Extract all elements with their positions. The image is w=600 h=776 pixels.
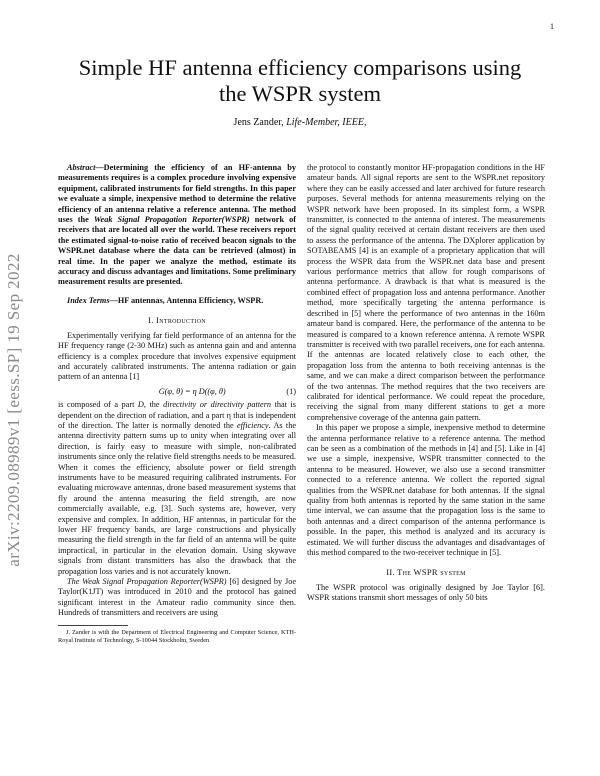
abstract <box>58 163 296 288</box>
index-terms-text: —HF antennas, Antenna Efficiency, WSPR. <box>109 295 264 305</box>
intro-p3-rest: [6] designed by Joe Taylor(K1JT) was introduced in 2010 and the protocol has gained significant interest in the Amateur radio community since then. Hundreds of transmitters and receivers are using <box>58 577 296 618</box>
arxiv-stamp: arXiv:2209.08989v1 [eess.SP] 19 Sep 2022 <box>4 253 23 567</box>
intro-paragraph-1: Experimentally verifying far field performance of an antenna for the HF frequency range (2-30 MHz) such as antenna gain and and antenna efficiency is a complex procedure that involves expensive equipment and accurately calibrated instruments. The antenna radiation or gain pattern of an antenna [1] <box>58 330 296 382</box>
left-column <box>58 163 296 645</box>
author-name: Jens Zander, <box>233 117 287 128</box>
page-number: 1 <box>550 22 554 31</box>
intro-p2-efficiency: efficiency <box>236 420 269 430</box>
author-line <box>60 117 540 128</box>
intro-p2-part-c: that is dependent on the direction of radiation, and a part η that is independent of the direction. The latter is normally denoted the <box>58 400 296 430</box>
footnote-rule <box>58 625 128 626</box>
arxiv-margin <box>0 0 40 776</box>
section-heading-introduction: I. Introduction <box>148 315 206 326</box>
author-affiliation: Life-Member, IEEE, <box>286 117 367 128</box>
equation-body: G(φ, θ) = η D((φ, θ) <box>158 386 226 396</box>
abstract-label: Abstract <box>67 163 96 172</box>
right-paragraph-1: the protocol to constantly monitor HF-propagation conditions in the HF amateur bands. All signal reports are sent to the WSPR.net repository where they can be easily accessed and later archived for future research purposes. Several methods for antenna measurements relying on the WSPR network have been proposed. In its simplest form, a WSPR transmitter, is connected to the antenna of interest. The measurements of the signal quality received at certain distant receivers are then used to assess the performance of the antenna. The DXplorer application by SOTABEAMS [4] is an example of a proprietary application that will process the WSPR data from the WSPR.net data base and present various performance metrics that allow for rough comparisons of antenna performance. A drawback is that what is measured is the combined effect of propagation loss and antenna performance. Another method, more specifically targeting the antenna performance is described in [5] where the performance of two antennas in the 160m amateur band is compared. Here, the performance of the antenna to be measured is compared to a known reference antenna. A remote WSPR transmitter is received with two parallel receivers, one for each antenna. If the antennas are located relatively close to each other, the propagation loss from the antenna to both receiving antennas is the same, and we can make a direct comparison between the performance of the two antennas. The method requires that the two receivers are calibrated for identical performance. We could repeat the procedure, receiving the signal from many different stations to get a more comprehensive coverage of the antenna gain pattern. <box>307 163 545 422</box>
right-paragraph-3: The WSPR protocol was originally designed by Joe Taylor [6]. WSPR stations transmit short messages of only 50 bits <box>307 582 545 603</box>
equation-number: (1) <box>286 386 296 396</box>
intro-p2-symbol-d: D <box>137 400 144 410</box>
intro-p2-part-d: . As the antenna directivity pattern sums up to unity when integrating over all direction, is fairly easy to measure with simple, non-calibrated instruments since only the relative field strengths needs to be measured. When it comes the efficiency, absolute power or field strength instruments have to be measured requiring calibrated instruments. For evaluating microwave antennas, drone based measurement systems that fly around the antenna measuring the field strength, are now commercially available, e.g. [3]. Such systems are, however, very expensive and complex. In addition, HF antennas, in particular for the lower HF frequency bands, are large constructions and physically measuring the field strength in the far field of an antenna will be quite impractical, in particular in the elevation domain. Using skywave signals from distant transmitters has also the drawback that the propagation loss varies and is not accurately known. <box>58 420 296 576</box>
intro-p3-italic: The Weak Signal Propagation Reporter(WSPR) <box>67 577 227 587</box>
section-heading-wspr-system: II. The WSPR system <box>386 567 466 578</box>
author-footnote: J. Zander is with the Department of Electrical Engineering and Computer Science, KTH-Royal Institute of Technology, S-10044 Stockholm, Sweden <box>58 628 296 644</box>
abstract-text-2: network of receivers that are located all over the world. These receivers report the estimated signal-to-noise ratio of received beacon signals to the WSPR.net database where the data can be retrieved (almost) in real time. In the paper we analyze the method, estimate its accuracy and discuss advantages and limitations. Some preliminary measurement results are presented. <box>58 215 296 287</box>
abstract-italic: Weak Signal Propagation Reporter(WSPR) <box>93 215 250 225</box>
paper-title <box>60 55 540 107</box>
index-terms-label: Index Terms <box>67 295 110 305</box>
right-column <box>307 163 545 604</box>
intro-p2-part-a: is composed of a part <box>58 400 138 410</box>
equation-1 <box>58 387 296 397</box>
intro-paragraph-2 <box>58 400 296 577</box>
intro-paragraph-3 <box>58 577 296 619</box>
index-terms <box>58 296 296 306</box>
intro-p2-part-b: , the <box>143 400 164 410</box>
title-line-1: Simple HF antenna efficiency comparisons using <box>78 55 522 80</box>
intro-p2-directivity: directivity or directivity pattern <box>163 400 272 410</box>
abstract-text-1: —Determining the efficiency of an HF-antenna by measurements requires is a complex procedure involving expensive equipment, calibrated instruments for field strengths. In this paper we evaluate a simple, inexpensive method to determine the relative efficiency of an antenna relative a reference antenna. The method uses the <box>58 163 296 225</box>
title-line-2: the WSPR system <box>218 81 382 106</box>
right-paragraph-2: In this paper we propose a simple, inexpensive method to determine the antenna performance relative to a reference antenna. The method can be seen as a combination of the methods in [4] and [5]. Like in [4] we use a simple, inexpensive, WSPR transmitter connected to the antenna to be measured. However, we also use a second transmitter connected to a reference antenna. We collect the reported signal qualities from the WSPR.net database for both antennas. If the signal quality from both antennas is reported by the same station in the same time interval, we can assume that the propagation loss is the same to both antennas and a direct comparison of the antenna performance is possible. In the paper, this method is analyzed and its accuracy is estimated. We will further discuss the advantages and disadvantages of this method compared to the two-receiver technique in [5]. <box>307 423 545 558</box>
